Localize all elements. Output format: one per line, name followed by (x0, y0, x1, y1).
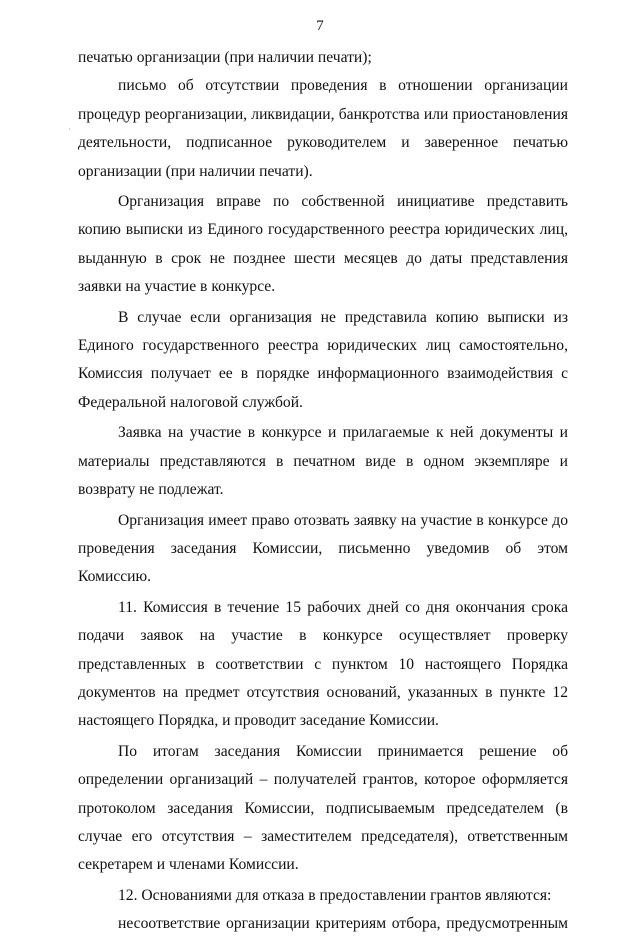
paragraph: По итогам заседания Комиссии принимается решение об определении организаций – получателей грантов, которое оформляется протоколом заседания Комиссии, подписываемым председателем (в случае его отсутствия – заместителем председателя), ответственным секретарем и членами Комиссии. (78, 742, 568, 874)
scan-artifact: · (68, 125, 71, 134)
document-body (78, 44, 568, 939)
paragraph: письмо об отсутствии проведения в отношении организации процедур реорганизации, ликвидации, банкротства или приостановления деятельности, подписанное руководителем и заверенное печатью организации (при наличии печати). (78, 77, 568, 180)
paragraph: Организация вправе по собственной инициативе представить копию выписки из Единого государственного реестра юридических лиц, выданную в срок не позднее шести месяцев до даты представления заявки на участие в конкурсе. (78, 193, 568, 296)
page-number: 7 (316, 18, 324, 34)
paragraph: Заявка на участие в конкурсе и прилагаемые к ней документы и материалы представляются в печатном виде в одном экземпляре и возврату не подлежат. (78, 424, 568, 499)
paragraph: печатью организации (при наличии печати); (78, 49, 372, 66)
paragraph: 11. Комиссия в течение 15 рабочих дней со дня окончания срока подачи заявок на участие в конкурсе осуществляет проверку представленных в соответствии с пунктом 10 настоящего Порядка документов на предмет отсутствия оснований, указанных в пункте 12 настоящего Порядка, и проводит заседание Комиссии. (78, 598, 568, 730)
paragraph: несоответствие организации критериям отбора, предусмотренным (118, 915, 568, 933)
paragraph: В случае если организация не представила копию выписки из Единого государственного реестра юридических лиц самостоятельно, Комиссия получает ее в порядке информационного взаимодействия с Федеральной налоговой службой. (78, 308, 568, 411)
paragraph: 12. Основаниями для отказа в предоставлении грантов являются: (118, 886, 552, 904)
paragraph: Организация имеет право отозвать заявку на участие в конкурсе до проведения заседания Комиссии, письменно уведомив об этом Комиссию. (78, 511, 568, 586)
